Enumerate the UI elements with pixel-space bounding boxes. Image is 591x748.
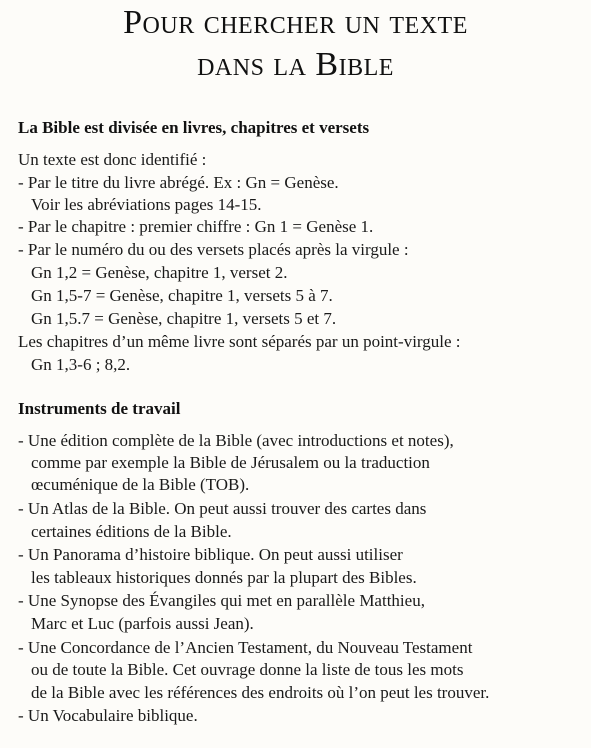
text-line: Voir les abréviations pages 14-15. (31, 195, 262, 214)
section-heading-divisions: La Bible est divisée en livres, chapitres et versets (18, 118, 370, 137)
text-line: certaines éditions de la Bible. (31, 522, 232, 541)
text-line: - Un Panorama d’histoire biblique. On peut aussi utiliser (18, 545, 403, 564)
text-line: - Un Vocabulaire biblique. (18, 706, 198, 725)
text-line: ou de toute la Bible. Cet ouvrage donne la liste de tous les mots (31, 660, 464, 679)
text-line: de la Bible avec les références des endroits où l’on peut les trouver. (31, 683, 490, 702)
text-line: - Par le chapitre : premier chiffre : Gn 1 = Genèse 1. (18, 217, 374, 236)
page-title-line-1: Pour chercher un texte (123, 4, 468, 41)
text-line: - Par le numéro du ou des versets placés après la virgule : (18, 240, 409, 259)
text-line: Les chapitres d’un même livre sont séparés par un point-virgule : (18, 332, 461, 351)
text-line: Marc et Luc (parfois aussi Jean). (31, 614, 254, 633)
text-line: - Une Synopse des Évangiles qui met en parallèle Matthieu, (18, 591, 425, 610)
text-line: Gn 1,2 = Genèse, chapitre 1, verset 2. (31, 263, 288, 282)
page-title-line-2: dans la Bible (197, 46, 394, 83)
text-line: Un texte est donc identifié : (18, 150, 207, 169)
text-line: - Une Concordance de l’Ancien Testament, du Nouveau Testament (18, 638, 473, 657)
section-heading-instruments: Instruments de travail (18, 399, 181, 418)
text-line: Gn 1,5-7 = Genèse, chapitre 1, versets 5 à 7. (31, 286, 333, 305)
text-line: Gn 1,3-6 ; 8,2. (31, 355, 131, 374)
text-line: - Par le titre du livre abrégé. Ex : Gn = Genèse. (18, 173, 339, 192)
text-line: Gn 1,5.7 = Genèse, chapitre 1, versets 5 et 7. (31, 309, 337, 328)
text-line: comme par exemple la Bible de Jérusalem ou la traduction (31, 453, 430, 472)
text-line: les tableaux historiques donnés par la plupart des Bibles. (31, 568, 417, 587)
text-line: - Une édition complète de la Bible (avec introductions et notes), (18, 431, 454, 450)
text-line: - Un Atlas de la Bible. On peut aussi trouver des cartes dans (18, 499, 427, 518)
text-line: œcuménique de la Bible (TOB). (31, 475, 250, 494)
